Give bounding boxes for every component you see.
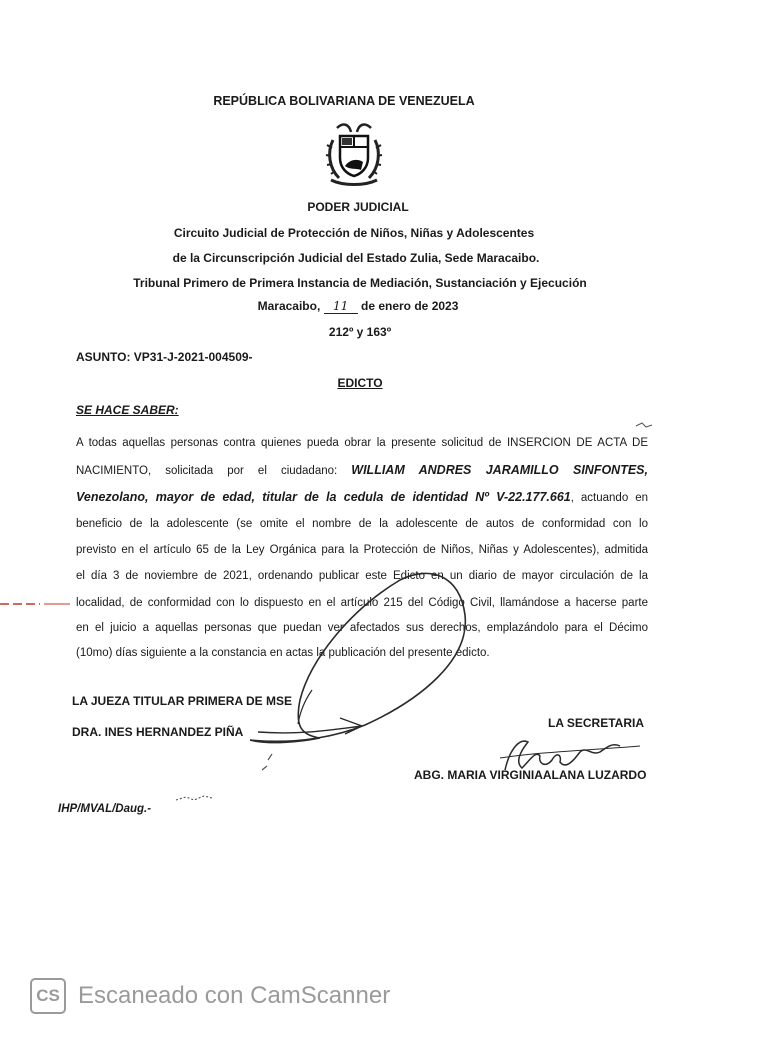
body-line-9: (10mo) días siguiente a la constancia en actas la publicación del presente edicto. (76, 647, 490, 659)
watermark-text: Escaneado con CamScanner (78, 982, 391, 1009)
circuit-line-2: de la Circunscripción Judicial del Estado Zulia, Sede Maracaibo. (172, 251, 540, 265)
body-line-1: A todas aquellas personas contra quienes pueda obrar la presente solicitud de INSERCION DE ACTA DE (76, 437, 648, 449)
body-line-2-text: NACIMIENTO, solicitada por el ciudadano: (76, 465, 338, 477)
applicant-name: WILLIAM ANDRES JARAMILLO SINFONTES, (351, 463, 648, 477)
years-line: 212º y 163º (328, 325, 392, 339)
coat-of-arms-icon (323, 120, 385, 188)
asunto-reference: ASUNTO: VP31-J-2021-004509- (76, 350, 253, 364)
date-day: 11 (324, 299, 358, 314)
secretary-signature (505, 741, 620, 770)
body-line-2 (76, 463, 648, 477)
secretary-name: ABG. MARIA VIRGINIAALANA LUZARDO (414, 768, 647, 782)
judge-signature-dashes (262, 754, 272, 770)
body-line-4: beneficio de la adolescente (se omite el nombre de la adolescente de autos de conformidad con lo (76, 518, 648, 530)
corner-mark (636, 423, 652, 427)
body-line-3-text: , actuando en (570, 492, 649, 504)
poder-judicial-heading: PODER JUDICIAL (307, 200, 409, 214)
judge-title: LA JUEZA TITULAR PRIMERA DE MSE (72, 694, 293, 708)
se-hace-saber: SE HACE SABER: (76, 403, 179, 417)
judge-name: DRA. INES HERNANDEZ PIÑA (72, 725, 244, 739)
tribunal-line: Tribunal Primero de Primera Instancia de Mediación, Sustanciación y Ejecución (133, 276, 587, 290)
initials-scribble (176, 796, 212, 800)
document-initials: IHP/MVAL/Daug.- (58, 803, 152, 815)
date-prefix: Maracaibo, (257, 299, 321, 313)
republic-heading: REPÚBLICA BOLIVARIANA DE VENEZUELA (213, 94, 475, 108)
date-suffix: de enero de 2023 (361, 299, 459, 313)
judge-signature-stroke (298, 690, 312, 724)
date-line (0, 299, 742, 314)
circuit-line-1: Circuito Judicial de Protección de Niños, Niñas y Adolescentes (173, 226, 535, 240)
body-line-5: previsto en el artículo 65 de la Ley Orgánica para la Protección de Niños, Niñas y Adolescentes), admitida (76, 544, 648, 556)
judge-signature-tail (258, 718, 362, 734)
body-line-8: en el juicio a aquellas personas que puedan ver afectados sus derechos, emplazándolo para el Décimo (76, 622, 648, 634)
body-line-3 (76, 490, 648, 504)
applicant-id: Venezolano, mayor de edad, titular de la cedula de identidad Nº V-22.177.661 (76, 490, 571, 504)
camscanner-watermark (30, 976, 390, 1016)
camscanner-logo-icon: CS (30, 978, 66, 1014)
body-line-7: localidad, de conformidad con lo dispuesto en el artículo 215 del Código Civil, llamándose a hacerse parte (76, 597, 648, 609)
edicto-title: EDICTO (337, 376, 383, 390)
secretary-title: LA SECRETARIA (548, 716, 644, 730)
secretary-signature-underline (500, 746, 640, 758)
body-line-6: el día 3 de noviembre de 2021, ordenando publicar este Edicto en un diario de mayor circulación de la (76, 570, 648, 582)
